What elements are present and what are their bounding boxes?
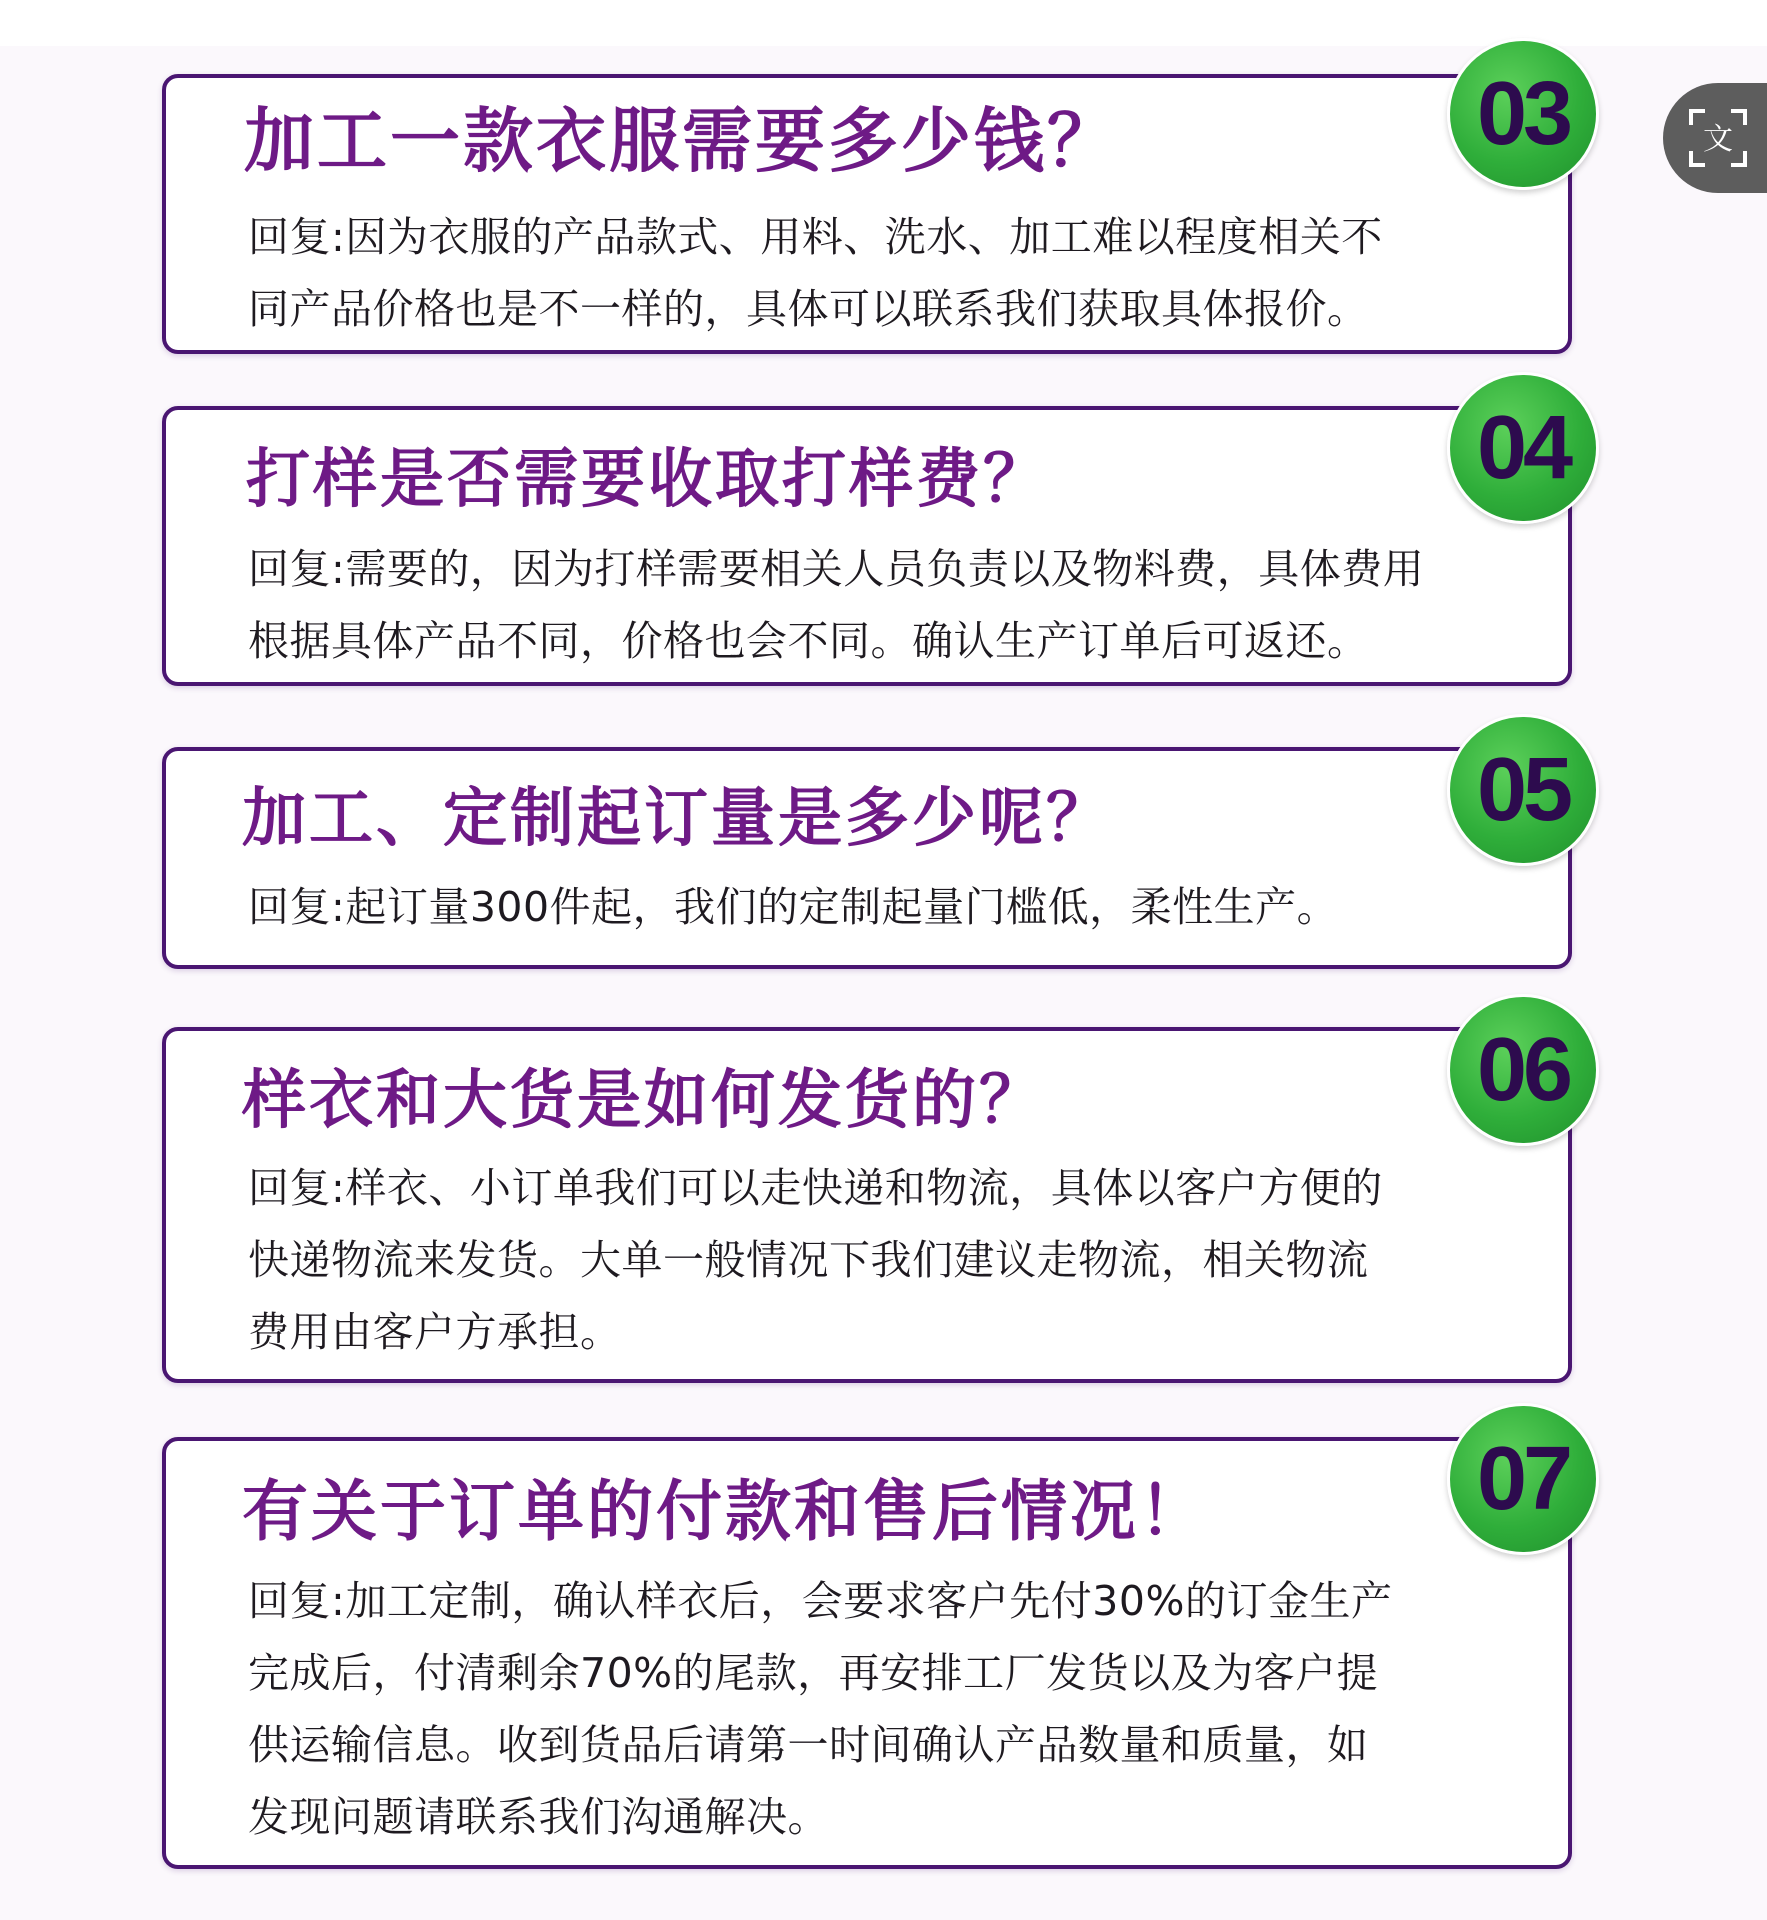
faq-badge-05 [1447,714,1599,866]
faq-answer-line: 回复:需要的，因为打样需要相关人员负责以及物料费，具体费用 [248,545,1425,593]
faq-question: 有关于订单的付款和售后情况！ [242,1473,1208,1550]
faq-number: 05 [1476,740,1570,840]
faq-number: 06 [1476,1020,1570,1120]
translate-button[interactable] [1663,83,1767,193]
faq-answer [248,1152,1518,1368]
faq-card-04 [162,406,1572,686]
faq-number: 04 [1476,398,1570,498]
faq-answer [248,533,1518,677]
top-strip [0,0,1767,46]
faq-answer [248,871,1518,943]
faq-answer-line: 回复:样衣、小订单我们可以走快递和物流，具体以客户方便的 [248,1164,1383,1212]
faq-badge-03 [1447,38,1599,190]
faq-card-05 [162,740,1572,969]
faq-card-06 [162,1020,1572,1383]
faq-card-07 [162,1437,1572,1869]
faq-answer-line: 完成后，付清剩余70%的尾款，再安排工厂发货以及为客户提 [248,1649,1379,1697]
faq-answer-line: 供运输信息。收到货品后请第一时间确认产品数量和质量，如 [248,1721,1369,1769]
faq-answer-line: 快递物流来发货。大单一般情况下我们建议走物流，相关物流 [248,1236,1369,1284]
faq-answer-line: 回复:因为衣服的产品款式、用料、洗水、加工难以程度相关不 [248,213,1383,261]
faq-answer-line: 发现问题请联系我们沟通解决。 [248,1793,829,1841]
faq-badge-06 [1447,994,1599,1146]
faq-question: 样衣和大货是如何发货的？ [242,1064,1046,1138]
faq-answer-line: 费用由客户方承担。 [248,1308,622,1356]
faq-number: 07 [1476,1429,1570,1529]
faq-question: 加工、定制起订量是多少呢？ [242,782,1113,856]
faq-answer [248,1565,1518,1853]
faq-question: 加工一款衣服需要多少钱？ [244,100,1120,182]
translate-icon [1687,107,1749,169]
faq-answer-line: 根据具体产品不同，价格也会不同。确认生产订单后可返还。 [248,617,1369,665]
translate-glyph: 文 [1703,122,1733,157]
faq-answer-line: 回复:起订量300件起，我们的定制起量门槛低，柔性生产。 [248,883,1339,931]
faq-badge-04 [1447,372,1599,524]
faq-card-03 [162,74,1572,354]
faq-badge-07 [1447,1403,1599,1555]
faq-answer-line: 回复:加工定制，确认样衣后，会要求客户先付30%的订金生产 [248,1577,1393,1625]
faq-answer-line: 同产品价格也是不一样的，具体可以联系我们获取具体报价。 [248,285,1369,333]
faq-question: 打样是否需要收取打样费？ [246,443,1050,517]
faq-number: 03 [1476,64,1570,164]
faq-answer [248,201,1518,345]
